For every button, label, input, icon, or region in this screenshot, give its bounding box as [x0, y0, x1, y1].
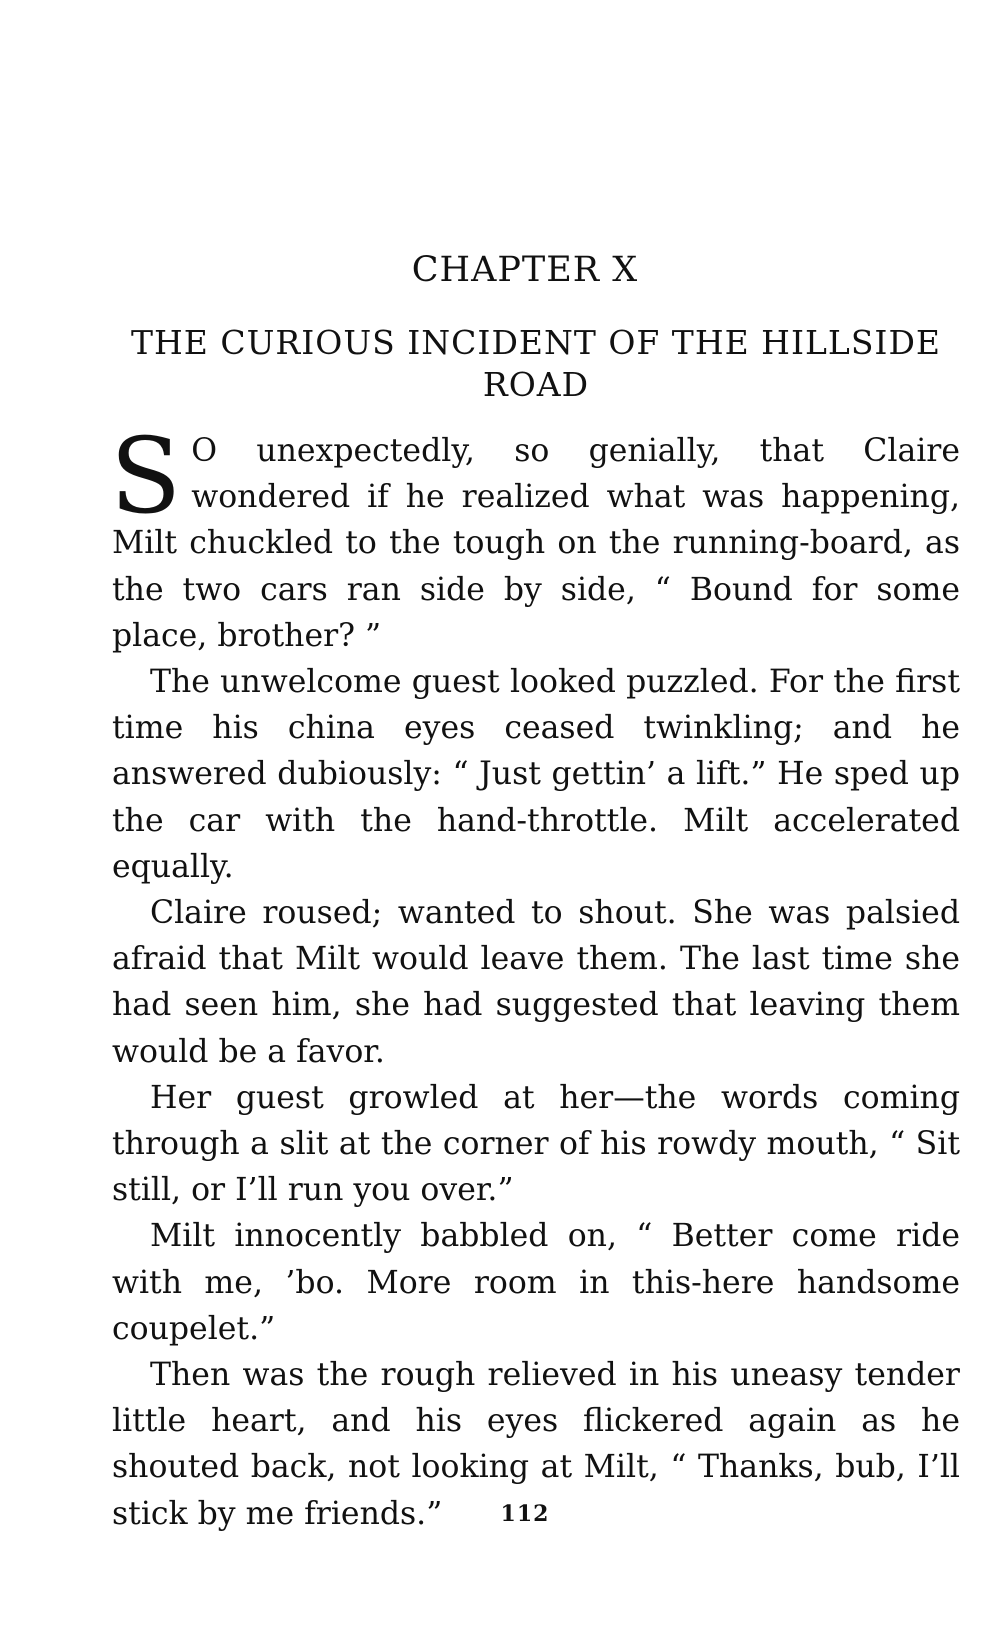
paragraph-2: The unwelcome guest looked puzzled. For the first time his china eyes ceased twinkling; and he answered dubiously: “ Just gettin’ a lift.” He sped up the car with the hand-throttle. Milt accelerated equally. [112, 664, 960, 885]
chapter-body [110, 415, 960, 1537]
chapter-title: THE CURIOUS INCIDENT OF THE HILLSIDE ROAD [130, 323, 942, 404]
paragraph-5: Milt innocently babbled on, “ Better come ride with me, ’bo. More room in this-here handsome coupelet.” [112, 1218, 960, 1347]
paragraph-4: Her guest growled at her—the words coming through a slit at the corner of his rowdy mouth, “ Sit still, or I’ll run you over.” [112, 1079, 960, 1209]
paragraph-6: Then was the rough relieved in his uneasy tender little heart, and his eyes flickered again as he shouted back, not looking at Milt, “ Thanks, bub, I’ll stick by me friends.” [112, 1357, 960, 1532]
chapter-number: CHAPTER X [411, 250, 639, 290]
drop-cap: S [110, 415, 182, 537]
page-number: 112 [500, 1501, 550, 1527]
paragraph-3: Claire roused; wanted to shout. She was palsied afraid that Milt would leave them. The last time she had seen him, she had suggested that leaving them would be a favor. [112, 895, 960, 1070]
paragraph-1 [110, 415, 960, 659]
paragraph-1-text: O unexpectedly, so genially, that Claire wondered if he realized what was happening, Milt chuckled to the tough on the running-board, as the two cars ran side by side, “ Bound for some place, brother? ” [112, 433, 960, 654]
